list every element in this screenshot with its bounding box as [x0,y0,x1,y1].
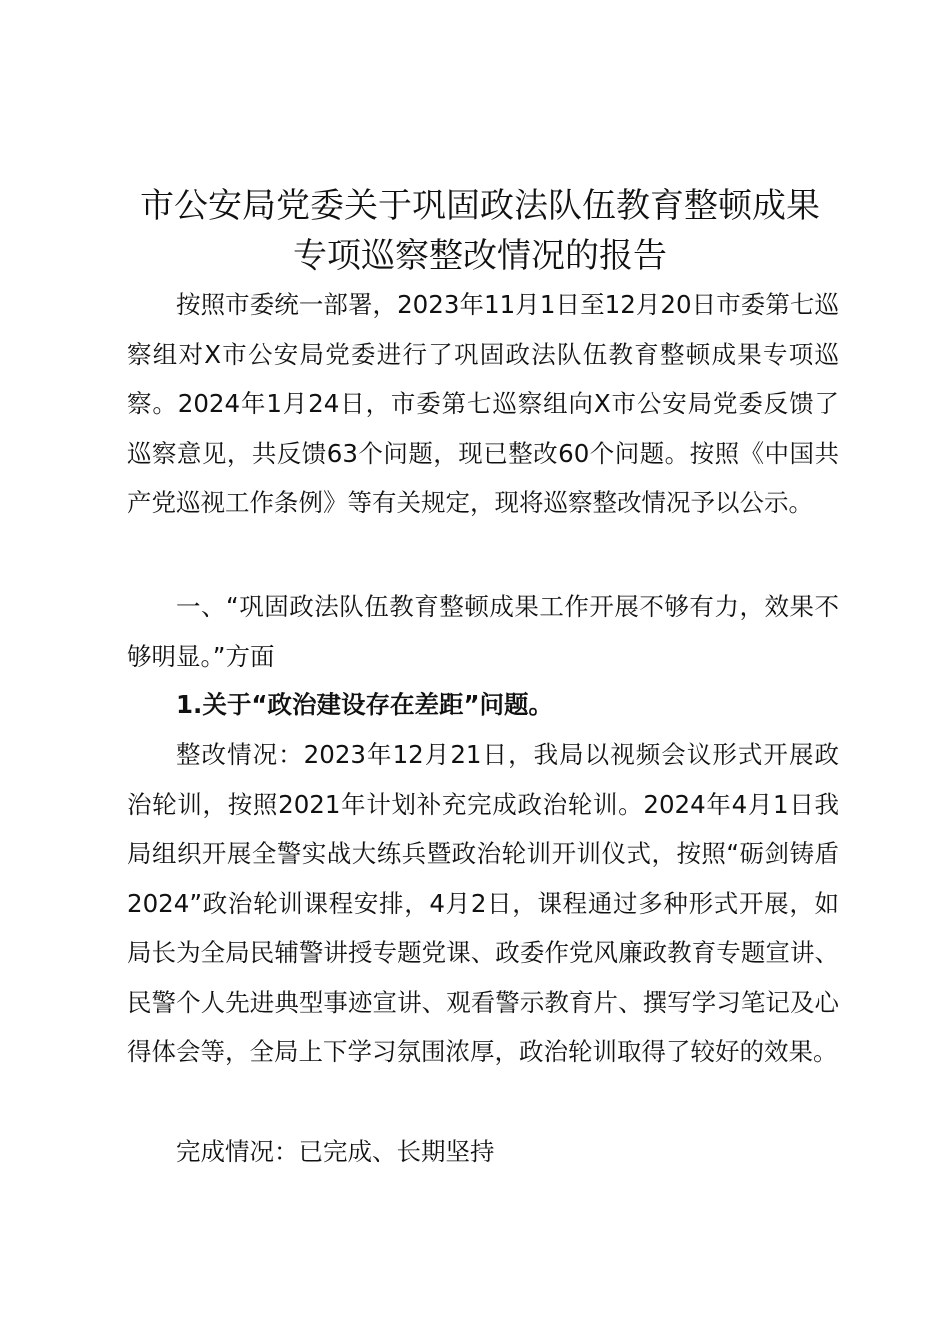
document-title-line-1: 市公安局党委关于巩固政法队伍教育整顿成果 [140,186,820,226]
rectification-paragraph: 整改情况：2023年12月21日，我局以视频会议形式开展政治轮训，按照2021年计划补充完成政治轮训。2024年4月1日我局组织开展全警实战大练兵暨政治轮训开训仪式，按照“砺剑铸盾2024”政治轮训课程安排，4月2日，课程通过多种形式开展，如局长为全局民辅警讲授专题党课、政委作党风廉政教育专题宣讲、民警个人先进典型事迹宣讲、观看警示教育片、撰写学习笔记及心得体会等，全局上下学习氛围浓厚，政治轮训取得了较好的效果。 [127,740,839,1066]
document-title-line-2: 专项巡察整改情况的报告 [293,236,667,276]
section-one-heading: 一、“巩固政法队伍教育整顿成果工作开展不够有力，效果不够明显。”方面 [127,592,839,671]
completion-status: 完成情况：已完成、长期坚持 [176,1137,495,1166]
item-one-heading: 1.关于“政治建设存在差距”问题。 [176,690,554,719]
intro-paragraph: 按照市委统一部署，2023年11月1日至12月20日市委第七巡察组对X市公安局党委进行了巩固政法队伍教育整顿成果专项巡察。2024年1月24日，市委第七巡察组向X市公安局党委反馈了巡察意见，共反馈63个问题，现已整改60个问题。按照《中国共产党巡视工作条例》等有关规定，现将巡察整改情况予以公示。 [127,290,839,517]
